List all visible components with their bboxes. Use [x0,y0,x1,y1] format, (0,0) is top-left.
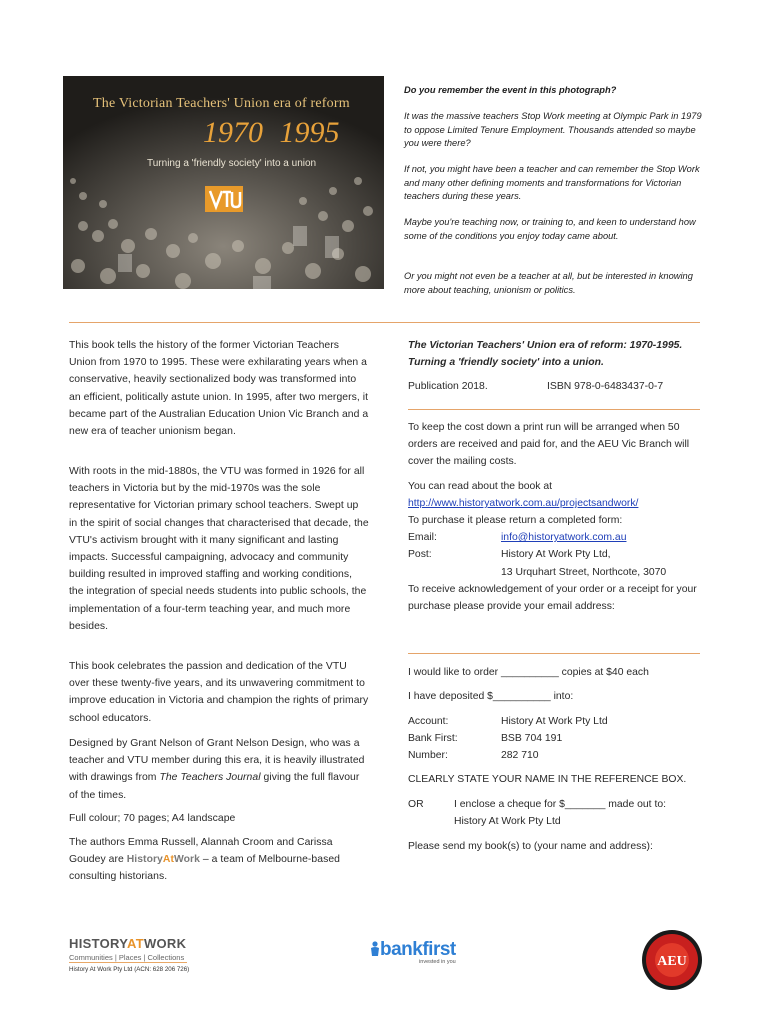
purchase-text: To purchase it please return a completed form: [408,515,623,526]
haw-work: Work [173,854,200,866]
account-label: Account: [408,716,449,727]
history-at-work-inline [127,854,200,865]
bankfirst-wordmark [370,939,456,961]
post-label: Post: [408,549,432,560]
intro-question: Do you remember the event in this photograph? [404,85,617,95]
post-address-line-1: History At Work Pty Ltd, [501,549,611,560]
left-paragraph-4-a: Designed by Grant Nelson of Grant Nelson Design, who was a teacher and VTU member during this era, it is heavily illustrated with drawings from [69,738,365,784]
left-paragraph-authors [69,834,369,886]
bankfirst-text: bankfirst [380,939,456,960]
aeu-logo-text: AEU [657,954,687,969]
book-cover-image [63,76,384,289]
project-link[interactable]: http://www.historyatwork.com.au/projectsandwork/ [408,498,639,509]
top-divider [69,322,700,323]
deposit-line[interactable]: I have deposited $__________ into: [408,691,574,702]
publication-year: Publication 2018. [408,381,488,392]
cover-subtitle: Turning a 'friendly society' into a union [147,158,317,169]
teachers-journal-title: The Teachers Journal [159,772,261,784]
email-label: Email: [408,532,437,543]
or-label: OR [408,799,424,810]
account-value: History At Work Pty Ltd [501,716,608,727]
haw-history: History [126,854,163,866]
company-acn: History At Work Pty Ltd (ACN: 628 206 726) [69,966,190,973]
bsb-value: BSB 704 191 [501,733,563,744]
left-format-line: Full colour; 70 pages; A4 landscape [69,813,236,824]
number-label: Number: [408,750,448,761]
intro-paragraph-4: Or you might not even be a teacher at all, but be interested in knowing more about teaching, unionism or politics. [404,271,693,295]
left-paragraph-1: This book tells the history of the former Victorian Teachers Union from 1970 to 1995. These were exhilarating years when a conservative, heavily sectionalized body was transformed into an efficient, politically astute union. In 1995, after two mergers, it became part of the Australian Education Union Vic Branch and a new era of teacher unionism began. [69,340,369,438]
send-to-line[interactable]: Please send my book(s) to (your name and address): [408,841,653,852]
acknowledgement-text: To receive acknowledgement of your order or a receipt for your purchase please provide your email address: [408,584,697,613]
email-link[interactable]: info@historyatwork.com.au [501,532,627,543]
print-run-note: To keep the cost down a print run will be arranged when 50 orders are received and paid for, and the AEU Vic Branch will cover the mailing costs. [408,422,690,468]
order-quantity-line[interactable]: I would like to order __________ copies at $40 each [408,667,649,678]
history-at-work-logo [69,936,186,962]
cover-title: The Victorian Teachers' Union era of reform [93,96,350,111]
right-divider-1 [408,409,700,410]
cover-years [203,116,340,150]
haw-logo-tagline: Communities | Places | Collections [69,953,185,962]
cheque-payee: History At Work Pty Ltd [454,816,561,827]
footer-divider [69,962,187,963]
bankfirst-tagline: invested in you [419,959,456,965]
read-more-text: You can read about the book at [408,481,553,492]
reference-instruction: CLEARLY STATE YOUR NAME IN THE REFERENCE BOX. [408,774,687,785]
haw-logo-history: HISTORY [69,936,127,951]
aeu-logo-icon [641,929,703,991]
haw-at: At [162,854,174,866]
bankfirst-logo [370,939,456,965]
left-paragraph-3: This book celebrates the passion and dedication of the VTU over these twenty-five years, and its unwavering commitment to improve education in Victoria and champion the rights of primary school educators. [69,661,369,724]
vtu-logo-icon [205,186,243,212]
haw-logo-at: AT [126,936,144,951]
right-divider-2 [408,653,700,654]
haw-logo-work: WORK [143,936,187,951]
authors-text-b: – a team of Melbourne-based consulting historians. [69,854,340,883]
bank-label: Bank First: [408,733,458,744]
book-title: The Victorian Teachers' Union era of reform: 1970-1995. Turning a 'friendly society' into a union. [408,340,683,369]
authors-text-a: The authors Emma Russell, Alannah Croom and Carissa Goudey are [69,837,333,866]
bankfirst-figure-icon [370,941,380,957]
isbn: ISBN 978-0-6483437-0-7 [547,381,664,392]
cover-year-start: 1970 [203,116,263,149]
left-paragraph-2: With roots in the mid-1880s, the VTU was formed in 1926 for all teachers in Victoria but by the mid-1970s was the sole representative for Victorian primary school teachers. Swept up in the spirit of social changes that characterised that decade, the VTU's activism brought with it many significant and lasting impacts. Successful campaigning, advocacy and community building resulted in improved staffing and working conditions, the integration of special needs students into public schools, the implementation of a four-term teaching year, and much more besides. [69,466,369,632]
cheque-line[interactable]: I enclose a cheque for $_______ made out to: [454,799,667,810]
post-address-line-2: 13 Urquhart Street, Northcote, 3070 [501,567,667,578]
haw-logo-wordmark [69,936,186,951]
cover-year-divider [271,125,273,145]
cover-year-end: 1995 [279,116,340,149]
intro-paragraph-2: If not, you might have been a teacher and can remember the Stop Work and many other defining moments and transformations for Victorian teachers during these years. [404,164,700,201]
left-paragraph-4-b: giving the full flavour of the times. [69,772,360,801]
account-number-value: 282 710 [501,750,539,761]
left-paragraph-4 [69,735,369,804]
intro-paragraph-1: It was the massive teachers Stop Work meeting at Olympic Park in 1979 to oppose Limited Tenure Employment. Thousands attended so maybe you were there? [404,111,702,148]
intro-paragraph-3: Maybe you're teaching now, or training to, and keen to understand how some of the conditions you enjoy today came about. [404,217,696,241]
